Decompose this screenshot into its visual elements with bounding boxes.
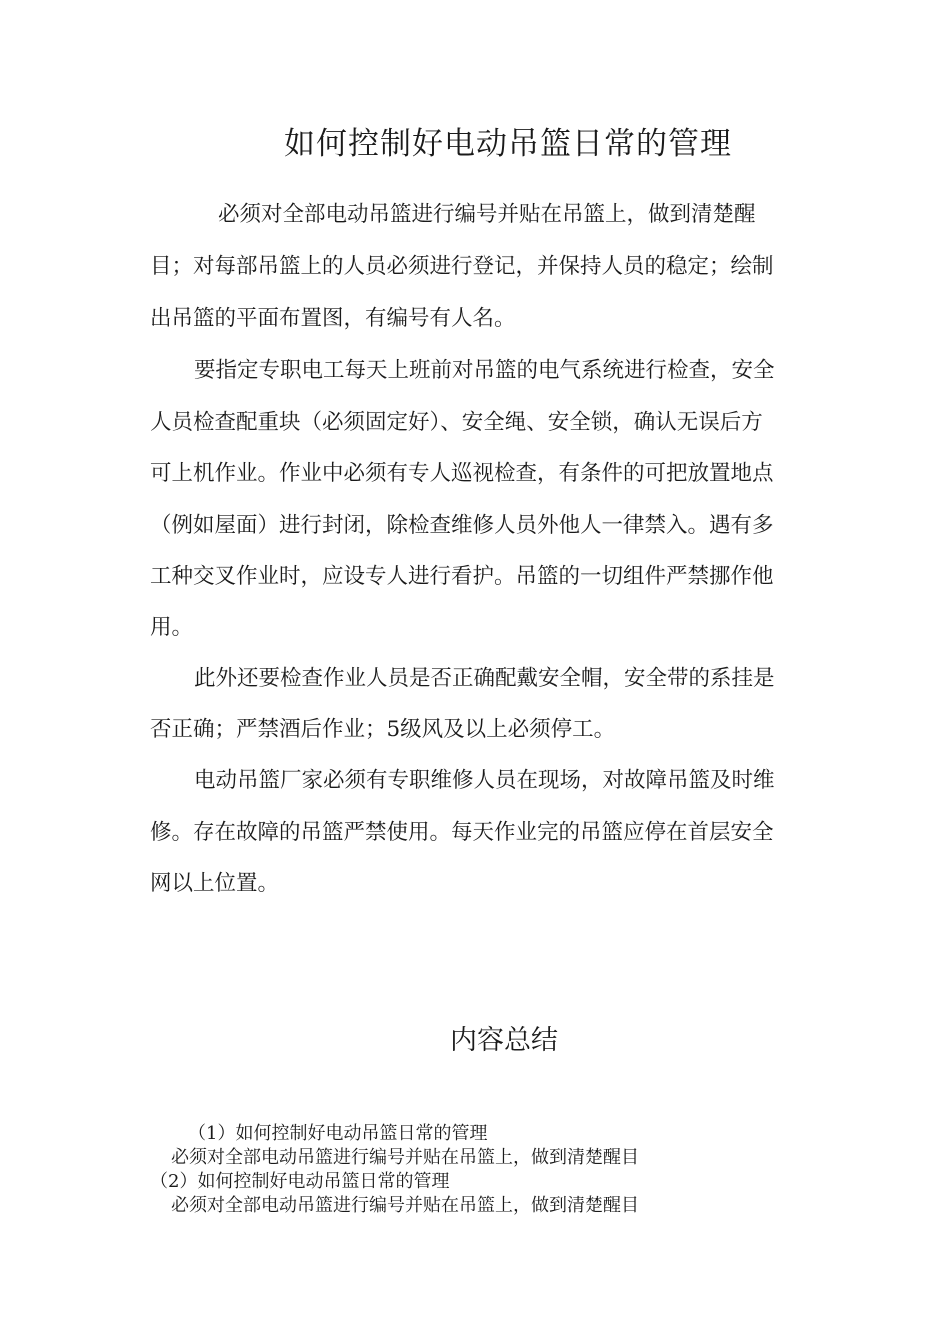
paragraph-1-line-2: 目；对每部吊篮上的人员必须进行登记，并保持人员的稳定；绘制	[150, 254, 774, 279]
paragraph-2-line-4: （例如屋面）进行封闭，除检查维修人员外他人一律禁入。遇有多	[150, 513, 774, 538]
summary-item: （2）如何控制好电动吊篮日常的管理	[150, 1171, 450, 1192]
summary-item: 必须对全部电动吊篮进行编号并贴在吊篮上，做到清楚醒目	[171, 1195, 639, 1216]
document-title: 如何控制好电动吊篮日常的管理	[284, 126, 732, 162]
paragraph-2-line-1: 要指定专职电工每天上班前对吊篮的电气系统进行检查，安全	[194, 358, 775, 383]
paragraph-2-line-6: 用。	[150, 615, 194, 640]
paragraph-4-line-3: 网以上位置。	[150, 871, 280, 896]
paragraph-4-line-2: 修。存在故障的吊篮严禁使用。每天作业完的吊篮应停在首层安全	[150, 820, 774, 845]
paragraph-1-line-3: 出吊篮的平面布置图，有编号有人名。	[150, 306, 516, 331]
paragraph-2-line-2: 人员检查配重块（必须固定好）、安全绳、安全锁，确认无误后方	[150, 410, 763, 435]
paragraph-4-line-1: 电动吊篮厂家必须有专职维修人员在现场，对故障吊篮及时维	[194, 768, 775, 793]
summary-item: （1）如何控制好电动吊篮日常的管理	[188, 1123, 488, 1144]
paragraph-2-line-5: 工种交叉作业时，应设专人进行看护。吊篮的一切组件严禁挪作他	[150, 564, 774, 589]
paragraph-1-line-1: 必须对全部电动吊篮进行编号并贴在吊篮上，做到清楚醒	[218, 202, 756, 227]
paragraph-3-line-1: 此外还要检查作业人员是否正确配戴安全帽，安全带的系挂是	[194, 666, 775, 691]
paragraph-2-line-3: 可上机作业。作业中必须有专人巡视检查，有条件的可把放置地点	[150, 461, 774, 486]
paragraph-3-line-2: 否正确；严禁酒后作业；5级风及以上必须停工。	[150, 717, 616, 742]
summary-title: 内容总结	[450, 1025, 558, 1056]
summary-item: 必须对全部电动吊篮进行编号并贴在吊篮上，做到清楚醒目	[171, 1147, 639, 1168]
